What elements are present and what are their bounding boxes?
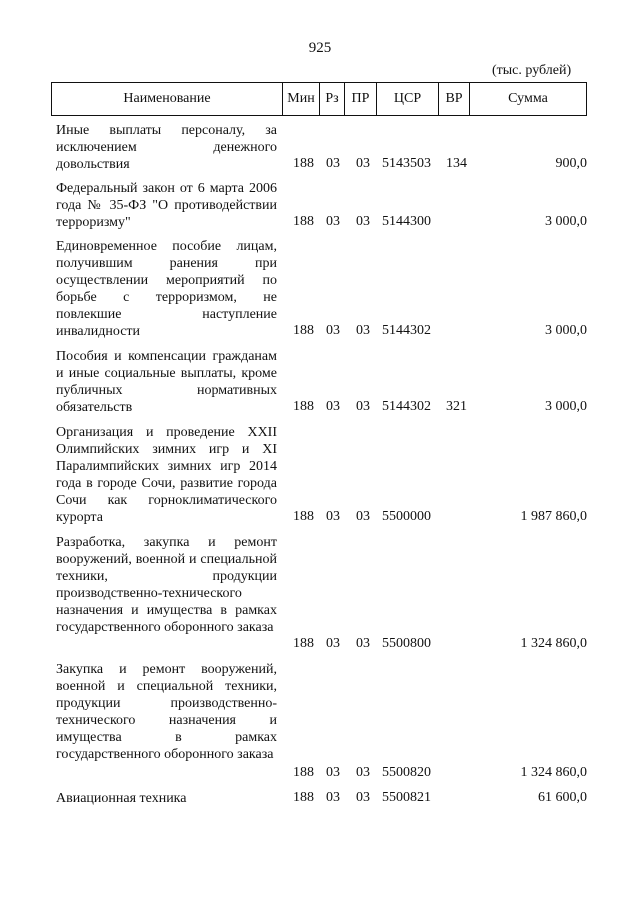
header-vr: ВР <box>439 83 470 115</box>
row-csr: 5143503 <box>382 156 431 171</box>
row-pr: 03 <box>356 323 370 338</box>
row-rz: 03 <box>326 214 340 229</box>
table-header <box>51 82 587 116</box>
row-rz: 03 <box>326 509 340 524</box>
row-min: 188 <box>293 509 314 524</box>
page-number: 925 <box>308 40 332 56</box>
row-name: Организация и проведение XXII Олимпийских зимних игр и XI Паралимпийских зимних игр 2014 года в городе Сочи, развитие города Сочи как горноклиматического курорта <box>56 425 277 525</box>
row-sum: 1 324 860,0 <box>520 765 587 780</box>
row-name: Закупка и ремонт вооружений, военной и специальной техники, продукции производственно-технического назначения и имущества в рамках государственного оборонного заказа <box>56 662 277 762</box>
row-rz: 03 <box>326 156 340 171</box>
row-csr: 5500821 <box>382 790 431 805</box>
row-vr: 134 <box>446 156 467 171</box>
header-pr: ПР <box>345 83 377 115</box>
row-min: 188 <box>293 214 314 229</box>
row-name: Авиационная техника <box>56 791 187 806</box>
row-rz: 03 <box>326 636 340 651</box>
row-name: Пособия и компенсации гражданам и иные социальные выплаты, кроме публичных нормативных обязательств <box>56 349 277 415</box>
units-label: (тыс. рублей) <box>492 63 572 78</box>
row-sum: 3 000,0 <box>545 214 587 229</box>
row-pr: 03 <box>356 790 370 805</box>
row-min: 188 <box>293 399 314 414</box>
row-min: 188 <box>293 323 314 338</box>
row-sum: 1 324 860,0 <box>520 636 587 651</box>
header-min: Мин <box>283 83 320 115</box>
row-name: Федеральный закон от 6 марта 2006 года № 35-ФЗ "О противодействии терроризму" <box>56 181 277 230</box>
row-pr: 03 <box>356 399 370 414</box>
row-rz: 03 <box>326 765 340 780</box>
row-vr: 321 <box>446 399 467 414</box>
row-sum: 3 000,0 <box>545 399 587 414</box>
row-csr: 5500000 <box>382 509 431 524</box>
row-name: Единовременное пособие лицам, получившим ранения при осуществлении мероприятий по борьбе с терроризмом, не повлекшие наступление инвалидности <box>56 239 277 339</box>
header-name: Наименование <box>52 83 283 115</box>
row-min: 188 <box>293 156 314 171</box>
row-pr: 03 <box>356 509 370 524</box>
header-rz: Рз <box>320 83 345 115</box>
row-csr: 5144302 <box>382 323 431 338</box>
row-pr: 03 <box>356 636 370 651</box>
row-pr: 03 <box>356 156 370 171</box>
row-pr: 03 <box>356 214 370 229</box>
row-sum: 3 000,0 <box>545 323 587 338</box>
row-sum: 61 600,0 <box>538 790 587 805</box>
row-min: 188 <box>293 790 314 805</box>
row-csr: 5500800 <box>382 636 431 651</box>
row-sum: 900,0 <box>555 156 587 171</box>
row-name: Иные выплаты персоналу, за исключением денежного довольствия <box>56 123 277 172</box>
row-sum: 1 987 860,0 <box>520 509 587 524</box>
row-rz: 03 <box>326 323 340 338</box>
row-csr: 5144302 <box>382 399 431 414</box>
row-csr: 5144300 <box>382 214 431 229</box>
row-min: 188 <box>293 765 314 780</box>
row-name: Разработка, закупка и ремонт вооружений, военной и специальной техники, продукции производственно-технического назначения и имущества в рамках государственного оборонного заказа <box>56 535 277 635</box>
header-csr: ЦСР <box>377 83 439 115</box>
row-rz: 03 <box>326 399 340 414</box>
row-min: 188 <box>293 636 314 651</box>
row-rz: 03 <box>326 790 340 805</box>
row-csr: 5500820 <box>382 765 431 780</box>
header-sum: Сумма <box>508 91 548 106</box>
row-pr: 03 <box>356 765 370 780</box>
